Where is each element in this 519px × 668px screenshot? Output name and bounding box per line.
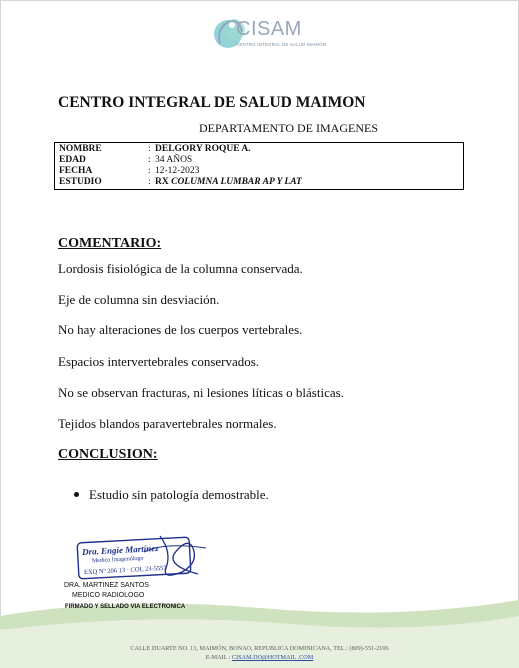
comentario-line: Espacios intervertebrales conservados. xyxy=(58,354,260,369)
info-separator: : xyxy=(148,155,151,165)
footer-email-line xyxy=(0,654,519,661)
conclusion-item: Estudio sin patología demostrable. xyxy=(89,487,269,502)
info-label: ESTUDIO xyxy=(59,177,102,187)
email-label: E-MAIL : xyxy=(205,654,232,661)
info-label: NOMBRE xyxy=(59,144,102,154)
info-separator: : xyxy=(148,144,151,154)
stamp-name: Dra. Engie Martínez xyxy=(81,542,159,558)
info-label: FECHA xyxy=(59,166,93,176)
info-label: EDAD xyxy=(59,155,86,165)
info-separator: : xyxy=(148,177,151,187)
comentario-line: No hay alteraciones de los cuerpos vertebrales. xyxy=(58,322,303,337)
bullet-icon xyxy=(74,492,79,497)
patient-age: 34 AÑOS xyxy=(155,155,193,165)
patient-name: DELGORY ROQUE A. xyxy=(155,144,251,154)
comentario-line: Eje de columna sin desviación. xyxy=(58,292,220,307)
study-prefix: RX xyxy=(155,177,172,187)
department-title: DEPARTAMENTO DE IMAGENES xyxy=(199,121,378,135)
info-separator: : xyxy=(148,166,151,176)
study-description: COLUMNA LUMBAR AP Y LAT xyxy=(171,177,302,187)
logo-subtitle: CENTRO INTEGRAL DE SALUD MAIMON xyxy=(236,42,327,47)
center-title: CENTRO INTEGRAL DE SALUD MAIMON xyxy=(58,94,366,111)
comentario-heading: COMENTARIO: xyxy=(58,236,162,251)
doctor-name: DRA. MARTINEZ SANTOS xyxy=(64,582,149,589)
study-date: 12-12-2023 xyxy=(155,166,200,176)
patient-info-box xyxy=(54,142,464,190)
stamp-license: EXQ Nº 206 13 · COL 23-5557 xyxy=(83,564,167,577)
logo-text: CISAM xyxy=(236,18,302,40)
comentario-line: Lordosis fisiológica de la columna conservada. xyxy=(58,261,303,276)
footer-address: CALLE DUARTE NO. 13, MAIMÓN, BONAO, REPUBLICA DOMINICANA, TEL.: (809)-551-2106 xyxy=(130,645,389,652)
signed-note: FIRMADO Y SELLADO VIA ELECTRONICA xyxy=(65,604,186,610)
comentario-line: No se observan fracturas, ni lesiones líticas o blásticas. xyxy=(58,385,344,400)
comentario-line: Tejidos blandos paravertebrales normales. xyxy=(58,416,277,431)
doctor-title: MEDICO RADIOLOGO xyxy=(72,592,145,599)
conclusion-heading: CONCLUSION: xyxy=(58,447,158,462)
stamp-role: Medico Imagenólogo xyxy=(91,555,144,565)
study-name xyxy=(155,177,302,188)
email-link[interactable]: CISAM.DO@HOTMAIL .COM xyxy=(231,654,314,661)
